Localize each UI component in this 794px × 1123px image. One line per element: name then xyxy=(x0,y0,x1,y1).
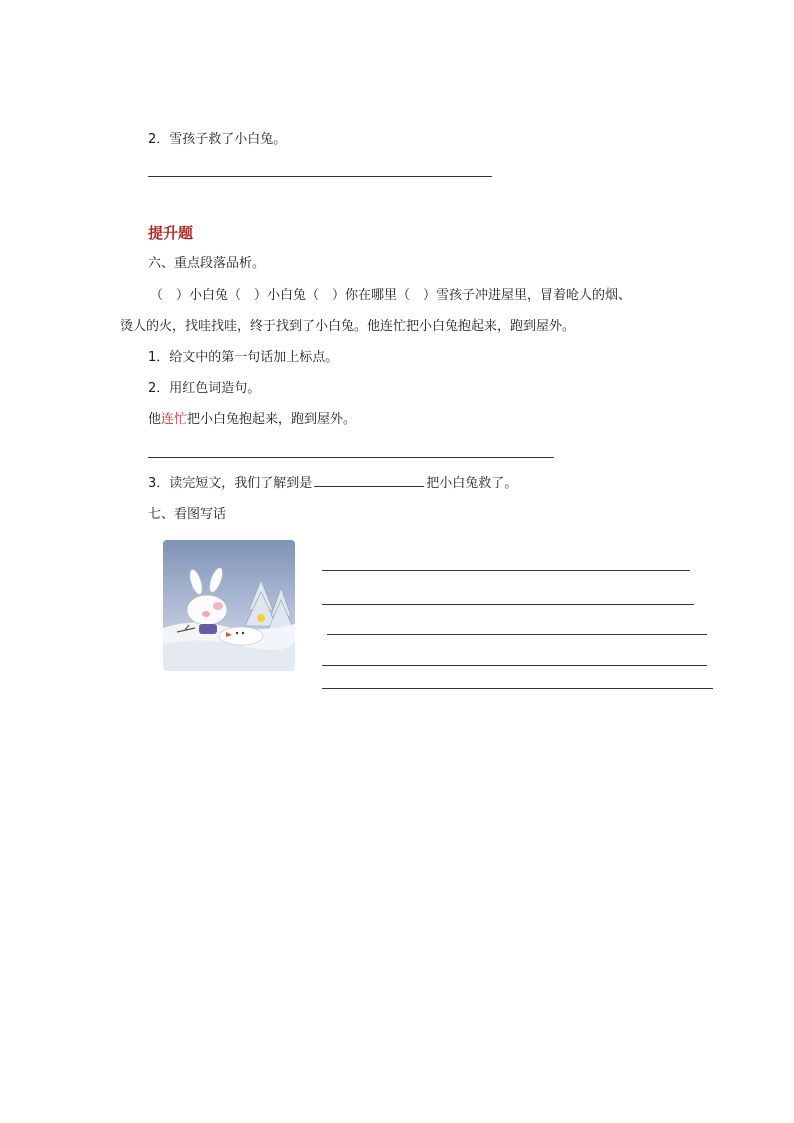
writing-line-2[interactable] xyxy=(322,604,694,605)
section-heading: 提升题 xyxy=(148,224,194,242)
example-before: 他 xyxy=(148,412,162,427)
writing-line-3[interactable] xyxy=(327,634,707,635)
red-word: 连忙 xyxy=(161,412,188,427)
answer-line[interactable] xyxy=(148,176,492,177)
question-3 xyxy=(148,474,517,493)
question-2-text: 2．雪孩子救了小白兔。 xyxy=(148,132,287,147)
snow-rabbit-illustration xyxy=(163,540,295,671)
passage-line-1: （ ）小白兔（ ）小白兔（ ）你在哪里（ ）雪孩子冲进屋里，冒着呛人的烟、 xyxy=(150,288,632,303)
writing-line-1[interactable] xyxy=(322,570,690,571)
writing-line-4[interactable] xyxy=(322,665,707,666)
question-1: 1．给文中的第一句话加上标点。 xyxy=(148,350,339,365)
illustration-svg xyxy=(163,540,295,671)
fill-blank[interactable] xyxy=(314,474,424,487)
sentence-answer-line[interactable] xyxy=(148,457,554,458)
question-3-after: 把小白兔救了。 xyxy=(426,476,518,491)
passage-line-2: 烫人的火，找哇找哇，终于找到了小白兔。他连忙把小白兔抱起来，跑到屋外。 xyxy=(120,319,576,334)
question-2: 2．用红色词造句。 xyxy=(148,381,261,396)
section-7-title: 七、看图写话 xyxy=(148,507,227,522)
example-sentence xyxy=(148,411,356,429)
question-3-before: 3．读完短文，我们了解到是 xyxy=(148,476,313,491)
section-6-title: 六、重点段落品析。 xyxy=(148,256,266,271)
example-after: 把小白兔抱起来，跑到屋外。 xyxy=(187,412,357,427)
writing-line-5[interactable] xyxy=(322,688,713,689)
